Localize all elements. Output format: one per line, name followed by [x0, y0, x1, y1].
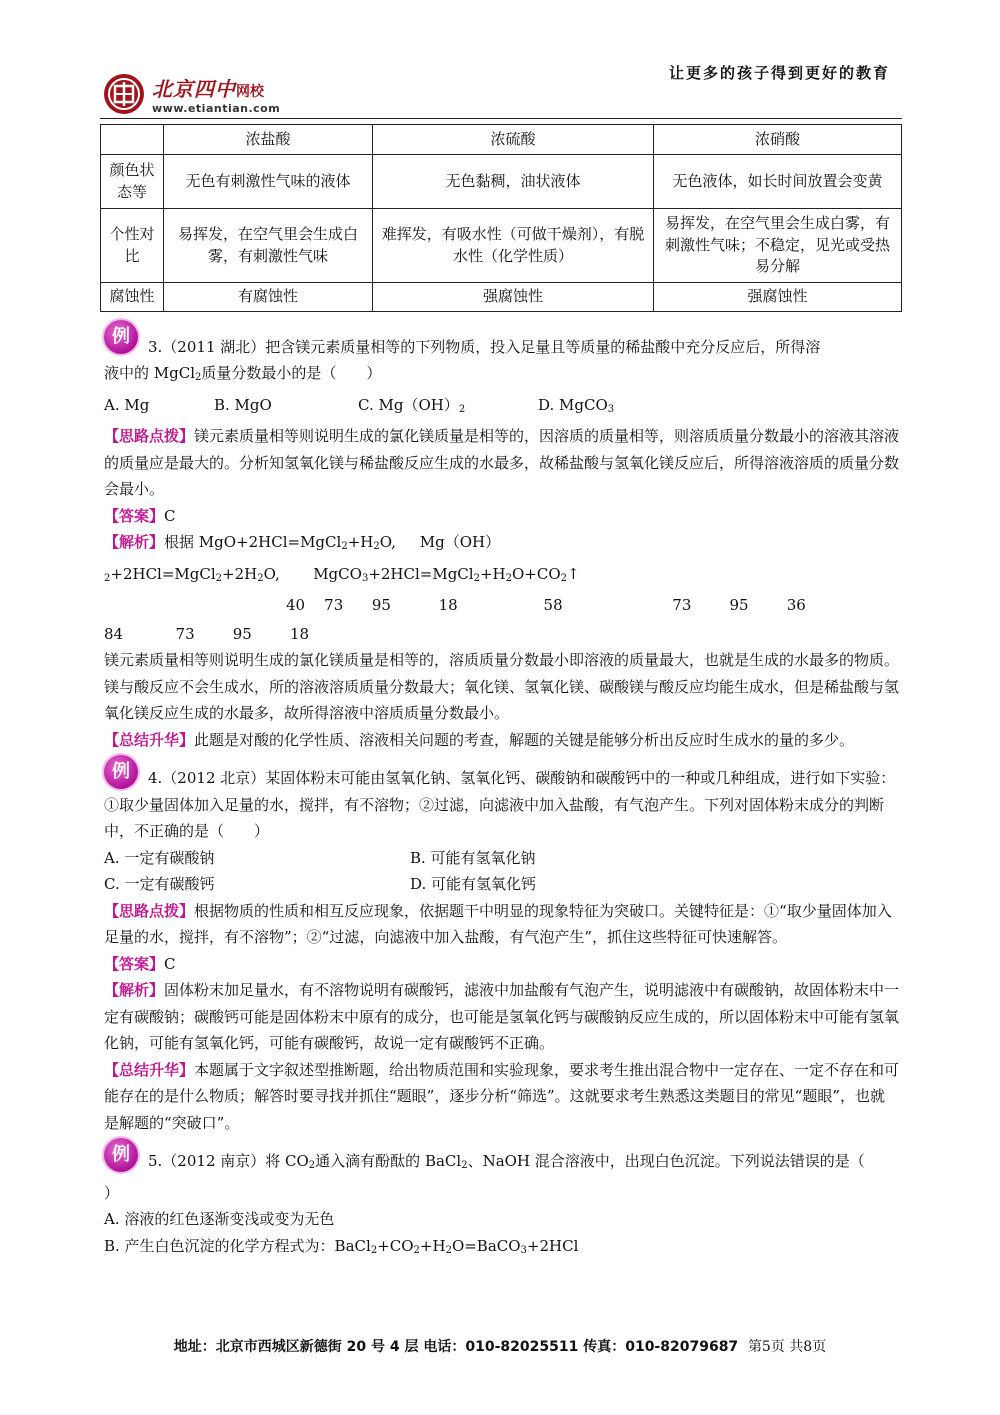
example-4-analysis: 【解析】固体粉末加足量水，有不溶物说明有碳酸钙，滤液中加盐酸有气泡产生，说明滤液中有碳酸钠，故固体粉末中一定有碳酸钠；碳酸钙可能是固体粉末中原有的成分，也可能是氢氧化钙与碳酸钠反应生成的，所以固体粉末中可能有氢氧化钠，可能有氢氧化钙，可能有碳酸钙，故说一定有碳酸钙不正确。 — [104, 981, 900, 1052]
example-3-answer: 【答案】C — [104, 506, 176, 525]
option-d: D. MgCO$_3$ — [538, 395, 615, 415]
option-a: A. 一定有碳酸钠 — [104, 848, 215, 867]
table-header-cell: 浓硝酸 — [654, 125, 902, 155]
table-cell: 无色液体，如长时间放置会变黄 — [654, 155, 902, 209]
table-cell: 无色黏稠，油状液体 — [373, 155, 654, 209]
example-4-answer: 【答案】C — [104, 954, 176, 973]
acid-comparison-table — [100, 124, 902, 312]
example-3-heading — [104, 326, 900, 360]
table-cell: 强腐蚀性 — [654, 283, 902, 312]
option-a: A. Mg — [104, 395, 150, 414]
hint-tag: 【思路点拨】 — [104, 901, 195, 920]
example-3-summary: 【总结升华】此题是对酸的化学性质、溶液相关问题的考查，解题的关键是能够分析出反应时生成水的量的多少。 — [104, 730, 855, 749]
table-row — [101, 209, 902, 283]
example-3-options — [104, 392, 900, 424]
logo-suffix: 网校 — [236, 84, 264, 100]
analysis-tag: 【解析】 — [104, 533, 165, 551]
page-content — [104, 326, 900, 1264]
header-divider — [100, 118, 902, 119]
table-header-cell: 浓硫酸 — [373, 125, 654, 155]
option-b: B. 可能有氢氧化钠 — [410, 848, 536, 867]
example-badge-icon: 例 — [104, 1138, 138, 1172]
school-logo — [102, 72, 280, 116]
page-footer — [0, 1336, 1000, 1356]
example-badge-icon: 例 — [104, 320, 138, 354]
table-row-label: 颜色状态等 — [101, 155, 164, 209]
analysis-tag: 【解析】 — [104, 981, 165, 999]
example-5-option-b: B. 产生白色沉淀的化学方程式为：$BaCl_2+CO_2+H_2O=BaCO_3+2HCl$ — [104, 1236, 579, 1256]
table-header-cell: 浓盐酸 — [164, 125, 373, 155]
hint-tag: 【思路点拨】 — [104, 427, 195, 445]
example-3-masses-line2: 84 73 95 18 — [104, 624, 310, 643]
option-c: C. $Mg(OH)_2$ — [358, 395, 466, 415]
example-3-analysis: 镁元素质量相等则说明生成的氯化镁质量是相等的，溶质质量分数最小即溶液的质量最大，也就是生成的水最多的物质。镁与酸反应不会生成水，所的溶液溶质质量分数最大；氧化镁、氢氧化镁、碳酸镁与酸反应均能生成水，但是稀盐酸与氢氧化镁反应生成的水最多，故所得溶液中溶质质量分数最小。 — [104, 651, 900, 722]
table-cell: 易挥发，在空气里会生成白雾，有刺激性气味；不稳定，见光或受热易分解 — [654, 209, 902, 283]
example-4-hint: 【思路点拨】根据物质的性质和相互反应现象，依据题干中明显的现象特征为突破口。关键特征是：①“取少量固体加入足量的水，搅拌，有不溶物”；②“过滤，向滤液中加入盐酸，有气泡产生”，抓住这些特征可快速解答。 — [104, 901, 892, 946]
option-d: D. 可能有氢氧化钙 — [410, 875, 537, 893]
option-b: B. MgO — [214, 395, 272, 414]
summary-tag: 【总结升华】 — [104, 730, 195, 749]
table-row-label: 个性对比 — [101, 209, 164, 283]
logo-name: 北京四中 — [152, 77, 236, 101]
answer-tag: 【答案】 — [104, 954, 165, 973]
example-4-question: 4.（2012 北京）某固体粉末可能由氢氧化钠、氢氧化钙、碳酸钠和碳酸钙中的一种或几种组成，进行如下实验：①取少量固体加入足量的水，搅拌，有不溶物；②过滤，向滤液中加入盐酸，有气泡产生。下列对固体粉末成分的判断中，不正确的是（ ） — [104, 769, 896, 840]
table-cell: 有腐蚀性 — [164, 283, 373, 312]
page-number: 第5页 共8页 — [747, 1339, 827, 1355]
table-row — [101, 155, 902, 209]
header-slogan: 让更多的孩子得到更好的教育 — [668, 64, 890, 82]
table-row — [101, 283, 902, 312]
logo-emblem-icon — [102, 72, 146, 116]
example-3-equations: 【解析】根据 $MgO+2HCl=MgCl_2+H_2O$, $Mg(OH)_2+2HCl=MgCl_2+2H_2O$, $MgCO_3+2HCl=MgCl_2+H_2O+CO_2↑$ — [104, 533, 580, 584]
footer-address: 地址：北京市西城区新德街 20 号 4 层 电话：010-82025511 传真：010-82079687 — [173, 1339, 739, 1355]
table-cell: 难挥发，有吸水性（可做干燥剂），有脱水性（化学性质） — [373, 209, 654, 283]
table-cell: 强腐蚀性 — [373, 283, 654, 312]
answer-tag: 【答案】 — [104, 506, 165, 525]
example-3-masses-line1: 40 73 95 18 58 73 95 36 — [286, 596, 806, 614]
example-3-question-line2: 液中的 MgCl$_2$质量分数最小的是（ ） — [104, 364, 382, 383]
table-cell: 无色有刺激性气味的液体 — [164, 155, 373, 209]
example-5-question: 5.（2012 南京）将 $CO_2$通入滴有酚酞的 BaCl$_2$、NaOH 混合溶液中，出现白色沉淀。下列说法错误的是（ ） — [104, 1152, 865, 1202]
example-4-options-row2 — [104, 871, 900, 898]
table-header-row — [101, 125, 902, 155]
table-corner-cell — [101, 125, 164, 155]
example-4-summary: 【总结升华】本题属于文字叙述型推断题，给出物质范围和实验现象，要求考生推出混合物中一定存在、一定不存在和可能存在的是什么物质；解答时要寻找并抓住“题眼”，逐步分析“筛选”。这就要求考生熟悉这类题目的常见“题眼”，也就是解题的“突破口”。 — [104, 1060, 900, 1132]
example-3-hint: 【思路点拨】镁元素质量相等则说明生成的氯化镁质量是相等的，因溶质的质量相等，则溶质质量分数最小的溶液其溶液的质量应是最大的。分析知氢氧化镁与稀盐酸反应生成的水最多，故稀盐酸与氢氧化镁反应后，所得溶液溶质的质量分数会最小。 — [104, 427, 900, 498]
table-row-label: 腐蚀性 — [101, 283, 164, 312]
summary-tag: 【总结升华】 — [104, 1060, 195, 1079]
example-5-option-a: A. 溶液的红色逐渐变浅或变为无色 — [104, 1210, 335, 1228]
table-cell: 易挥发，在空气里会生成白雾，有刺激性气味 — [164, 209, 373, 283]
example-4-options-row1 — [104, 845, 900, 872]
logo-url: www.etiantian.com — [152, 102, 281, 115]
option-c: C. 一定有碳酸钙 — [104, 875, 215, 893]
example-badge-icon: 例 — [104, 755, 138, 789]
example-3-question-line1: 3.（2011 湖北）把含镁元素质量相等的下列物质，投入足量且等质量的稀盐酸中充分反应后，所得溶 — [148, 338, 821, 356]
